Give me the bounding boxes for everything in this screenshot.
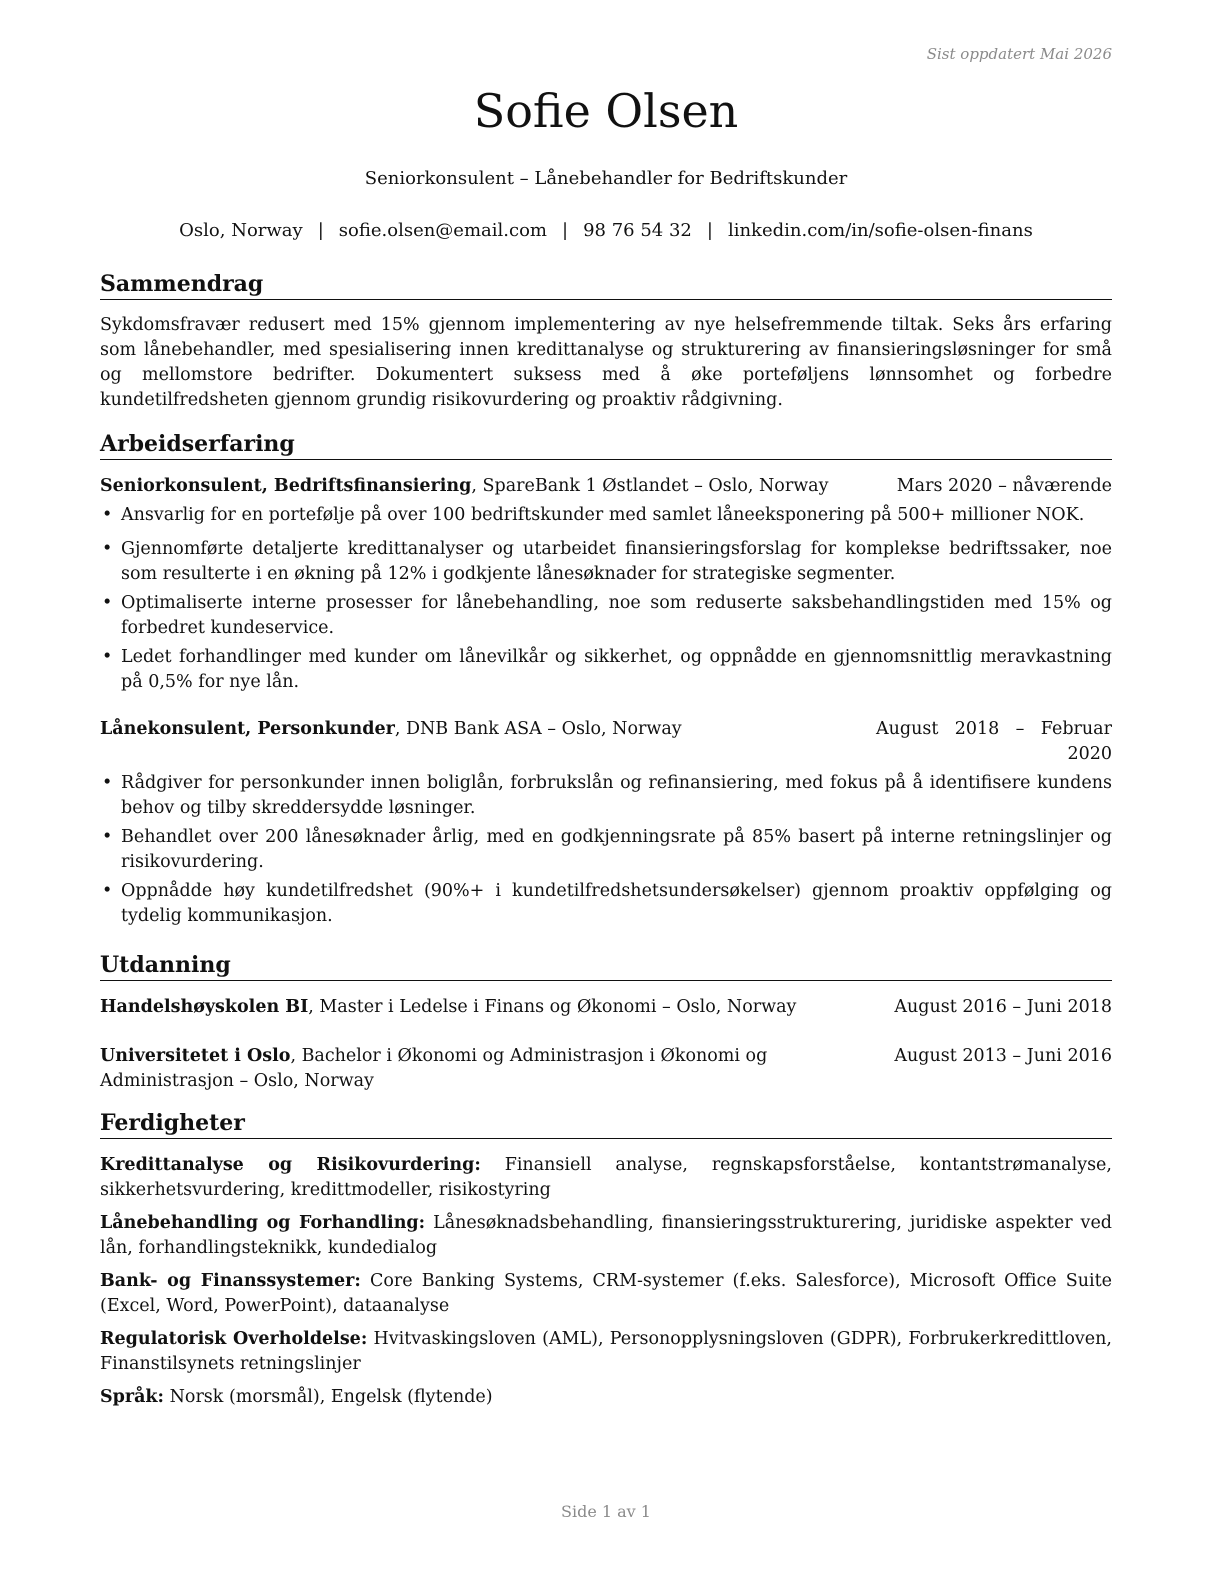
experience-section bbox=[100, 430, 1112, 929]
contact-separator: | bbox=[317, 220, 324, 241]
education-section bbox=[100, 951, 1112, 1094]
resume-page bbox=[100, 0, 1112, 1584]
education-degree: , Master i Ledelse i Finans og Økonomi – Oslo, Norway bbox=[308, 997, 797, 1017]
education-degree: , Bachelor i Økonomi og Administrasjon i Økonomi og Administrasjon – Oslo, Norway bbox=[100, 1046, 768, 1091]
contact-separator: | bbox=[706, 220, 713, 241]
education-dates: August 2016 – Juni 2018 bbox=[894, 997, 1112, 1017]
skill-text: Norsk (morsmål), Engelsk (flytende) bbox=[164, 1387, 493, 1407]
candidate-name: Sofie Olsen bbox=[473, 84, 739, 138]
job-org: , SpareBank 1 Østlandet – Oslo, Norway bbox=[471, 476, 829, 496]
skill-text: Core Banking Systems, CRM-systemer (f.eks. Salesforce), Microsoft Office Suite (Excel, Word, PowerPoint), dataanalyse bbox=[100, 1271, 1113, 1316]
headline: Seniorkonsulent – Lånebehandler for Bedriftskunder bbox=[364, 168, 848, 189]
skill-text: Finansiell analyse, regnskapsforståelse, kontantstrømanalyse, sikkerhetsvurdering, kredittmodeller, risikostyring bbox=[100, 1155, 1112, 1200]
job-bullet: • Oppnådde høy kundetilfredshet (90%+ i kundetilfredshetsundersøkelser) gjennom proaktiv oppfølging og tydelig kommunikasjon. bbox=[100, 879, 1112, 929]
section-title-experience: Arbeidserfaring bbox=[100, 430, 1112, 460]
skill-text: Lånesøknadsbehandling, finansieringsstrukturering, juridiske aspekter ved lån, forhandlingsteknikk, kundedialog bbox=[100, 1213, 1112, 1258]
job-entry bbox=[100, 717, 1112, 929]
skill-row bbox=[100, 1153, 1112, 1203]
contact-line bbox=[100, 220, 1112, 241]
skill-text: Hvitvaskingsloven (AML), Personopplysningsloven (GDPR), Forbrukerkredittloven, Finanstilsynets retningslinjer bbox=[100, 1329, 1112, 1374]
skill-label: Kredittanalyse og Risikovurdering: bbox=[100, 1155, 481, 1175]
skill-label: Regulatorisk Overholdelse: bbox=[100, 1329, 368, 1349]
job-bullet: • Rådgiver for personkunder innen boliglån, forbrukslån og refinansiering, med fokus på å identifisere kundens behov og tilby skreddersydde løsninger. bbox=[100, 771, 1112, 821]
skill-row bbox=[100, 1385, 1112, 1410]
education-dates: August 2013 – Juni 2016 bbox=[894, 1046, 1112, 1066]
page-footer: Side 1 av 1 bbox=[561, 1502, 651, 1521]
job-bullets bbox=[100, 503, 1112, 695]
skill-label: Lånebehandling og Forhandling: bbox=[100, 1213, 426, 1233]
contact-email[interactable]: sofie.olsen@email.com bbox=[338, 220, 547, 241]
skill-row bbox=[100, 1211, 1112, 1261]
job-dates: August 2018 – Februar 2020 bbox=[876, 719, 1112, 764]
skill-row bbox=[100, 1327, 1112, 1377]
summary-section bbox=[100, 270, 1112, 413]
summary-text: Sykdomsfravær redusert med 15% gjennom implementering av nye helsefremmende tiltak. Seks års erfaring som lånebehandler, med spesialisering innen kredittanalyse og strukturering av finansieringsløsninger for små og mellomstore bedrifter. Dokumentert suksess med å øke porteføljens lønnsomhet og forbedre kundetilfredsheten gjennom grundig risikovurdering og proaktiv rådgivning. bbox=[100, 315, 1112, 410]
skill-row bbox=[100, 1269, 1112, 1319]
education-school: Handelshøyskolen BI bbox=[100, 997, 309, 1017]
job-role: Lånekonsulent, Personkunder bbox=[100, 719, 395, 739]
contact-phone: 98 76 54 32 bbox=[583, 220, 692, 241]
job-dates: Mars 2020 – nåværende bbox=[896, 476, 1112, 496]
contact-separator: | bbox=[562, 220, 569, 241]
contact-location: Oslo, Norway bbox=[179, 220, 303, 241]
job-bullet: • Ledet forhandlinger med kunder om lånevilkår og sikkerhet, og oppnådde en gjennomsnittlig meravkastning på 0,5% for nye lån. bbox=[100, 645, 1112, 695]
job-bullet: • Behandlet over 200 lånesøknader årlig, med en godkjenningsrate på 85% basert på interne retningslinjer og risikovurdering. bbox=[100, 825, 1112, 875]
job-bullet: • Ansvarlig for en portefølje på over 100 bedriftskunder med samlet låneeksponering på 500+ millioner NOK. bbox=[100, 503, 1112, 528]
education-entry bbox=[100, 1044, 1112, 1094]
job-bullets bbox=[100, 771, 1112, 929]
section-title-skills: Ferdigheter bbox=[100, 1109, 1112, 1139]
contact-linkedin[interactable]: linkedin.com/in/sofie-olsen-finans bbox=[727, 220, 1033, 241]
skill-label: Språk: bbox=[100, 1387, 165, 1407]
section-title-summary: Sammendrag bbox=[100, 270, 1112, 300]
skill-label: Bank- og Finanssystemer: bbox=[100, 1271, 361, 1291]
skills-section bbox=[100, 1109, 1112, 1410]
education-school: Universitetet i Oslo bbox=[100, 1046, 291, 1066]
job-entry bbox=[100, 474, 1112, 695]
job-bullet: • Optimaliserte interne prosesser for lånebehandling, noe som reduserte saksbehandlingstiden med 15% og forbedret kundeservice. bbox=[100, 591, 1112, 641]
section-title-education: Utdanning bbox=[100, 951, 1112, 981]
job-org: , DNB Bank ASA – Oslo, Norway bbox=[394, 719, 682, 739]
job-role: Seniorkonsulent, Bedriftsfinansiering bbox=[100, 476, 472, 496]
last-updated: Sist oppdatert Mai 2026 bbox=[926, 45, 1112, 63]
education-entry bbox=[100, 995, 1112, 1020]
job-bullet: • Gjennomførte detaljerte kredittanalyser og utarbeidet finansieringsforslag for komplekse bedriftssaker, noe som resulterte i en økning på 12% i godkjente lånesøknader for strategiske segmenter. bbox=[100, 537, 1112, 587]
